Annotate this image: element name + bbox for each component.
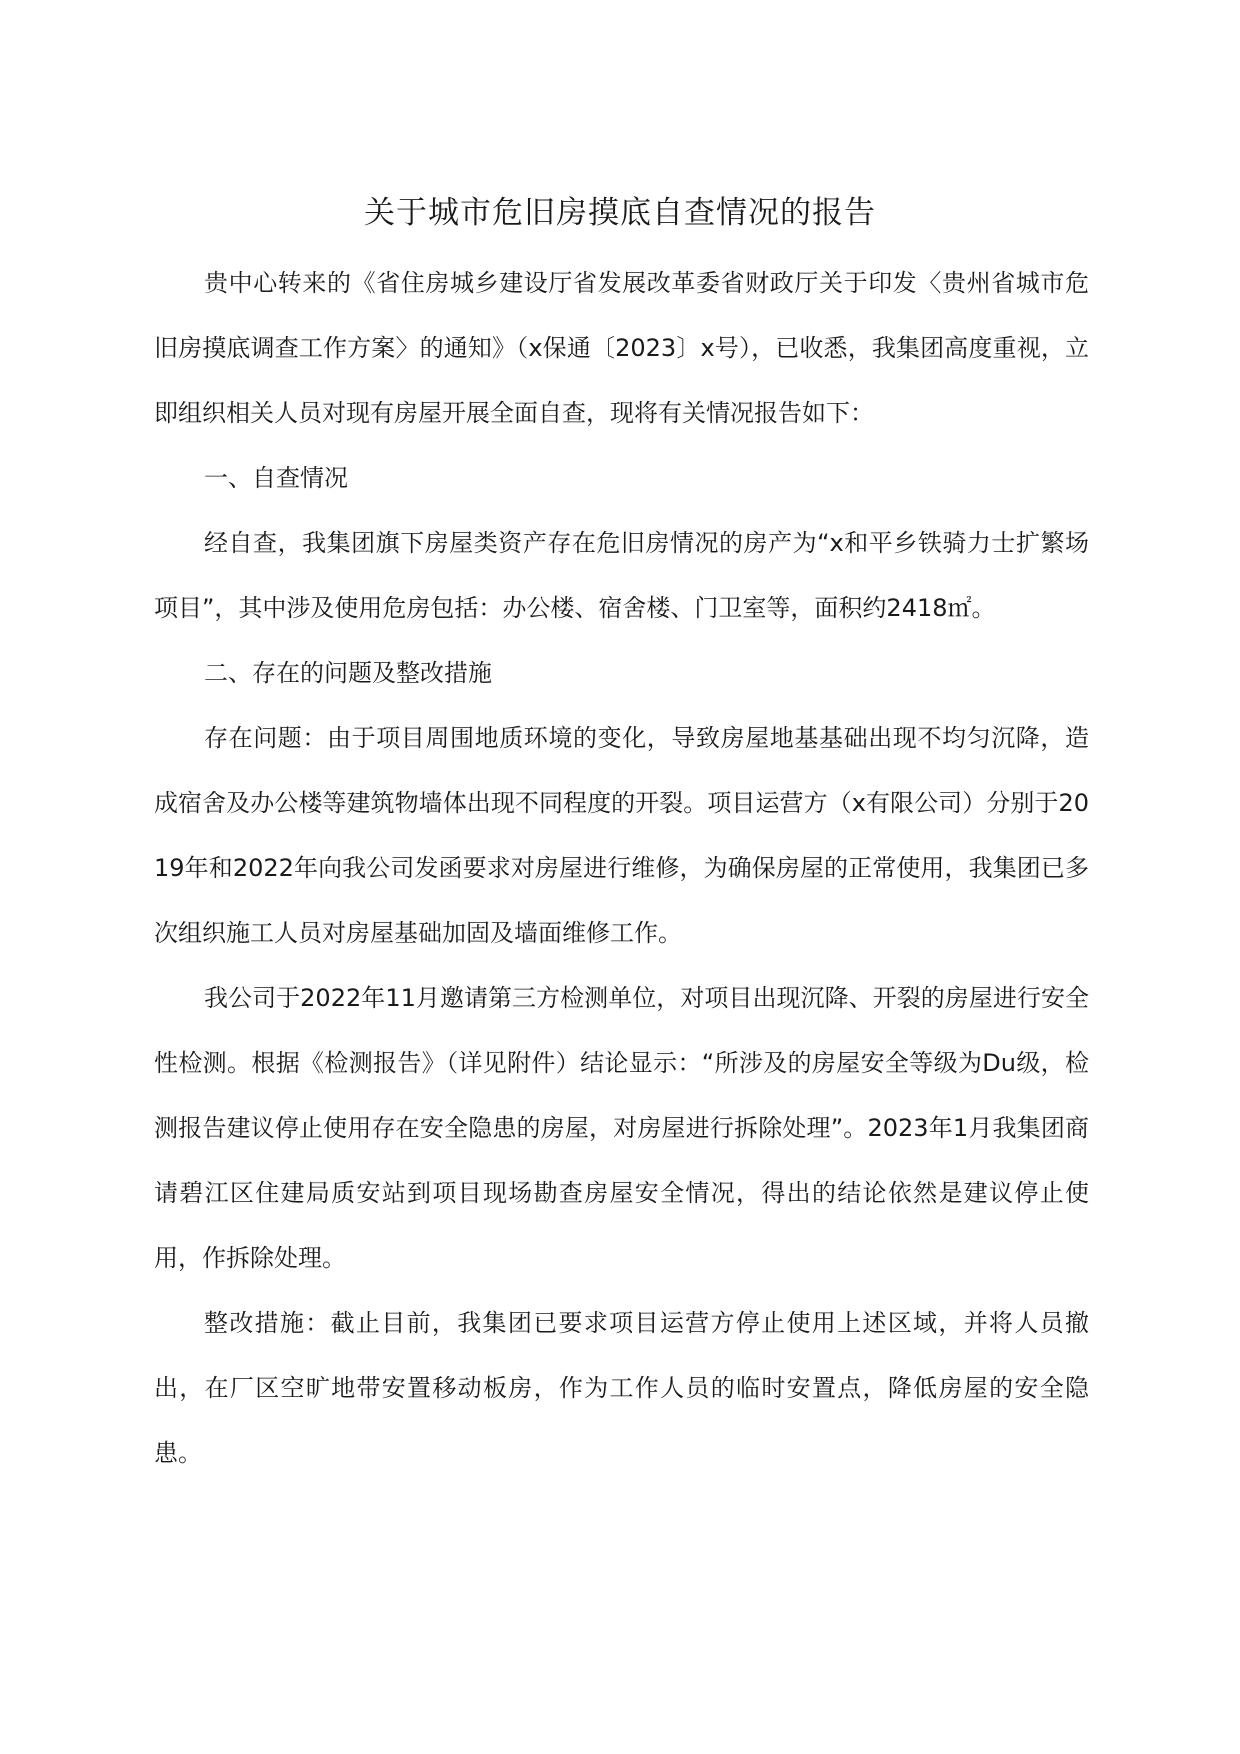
document-body — [154, 251, 1089, 1486]
inspection-result-paragraph: 我公司于2022年11月邀请第三方检测单位，对项目出现沉降、开裂的房屋进行安全性检测。根据《检测报告》（详见附件）结论显示：“所涉及的房屋安全等级为Du级，检测报告建议停止使用存在安全隐患的房屋，对房屋进行拆除处理”。2023年1月我集团商请碧江区住建局质安站到项目现场勘查房屋安全情况，得出的结论依然是建议停止使用，作拆除处理。 — [154, 984, 1089, 1272]
intro-paragraph: 贵中心转来的《省住房城乡建设厅省发展改革委省财政厅关于印发〈贵州省城市危旧房摸底调查工作方案〉的通知》（x保通〔2023〕x号），已收悉，我集团高度重视，立即组织相关人员对现有房屋开展全面自查，现将有关情况报告如下： — [154, 269, 1089, 427]
document-title: 关于城市危旧房摸底自查情况的报告 — [364, 195, 876, 231]
self-inspection-paragraph: 经自查，我集团旗下房屋类资产存在危旧房情况的房产为“x和平乡铁骑力士扩繁场项目”，其中涉及使用危房包括：办公楼、宿舍楼、门卫室等，面积约2418㎡。 — [154, 529, 1089, 622]
problems-paragraph: 存在问题：由于项目周围地质环境的变化，导致房屋地基基础出现不均匀沉降，造成宿舍及办公楼等建筑物墙体出现不同程度的开裂。项目运营方（x有限公司）分别于2019年和2022年向我公司发函要求对房屋进行维修，为确保房屋的正常使用，我集团已多次组织施工人员对房屋基础加固及墙面维修工作。 — [154, 724, 1089, 947]
section-heading-self-inspection: 一、自查情况 — [204, 464, 348, 492]
section-heading-problems-measures: 二、存在的问题及整改措施 — [204, 659, 492, 687]
rectification-paragraph: 整改措施：截止目前，我集团已要求项目运营方停止使用上述区域，并将人员撤出，在厂区空旷地带安置移动板房，作为工作人员的临时安置点，降低房屋的安全隐患。 — [154, 1309, 1089, 1467]
